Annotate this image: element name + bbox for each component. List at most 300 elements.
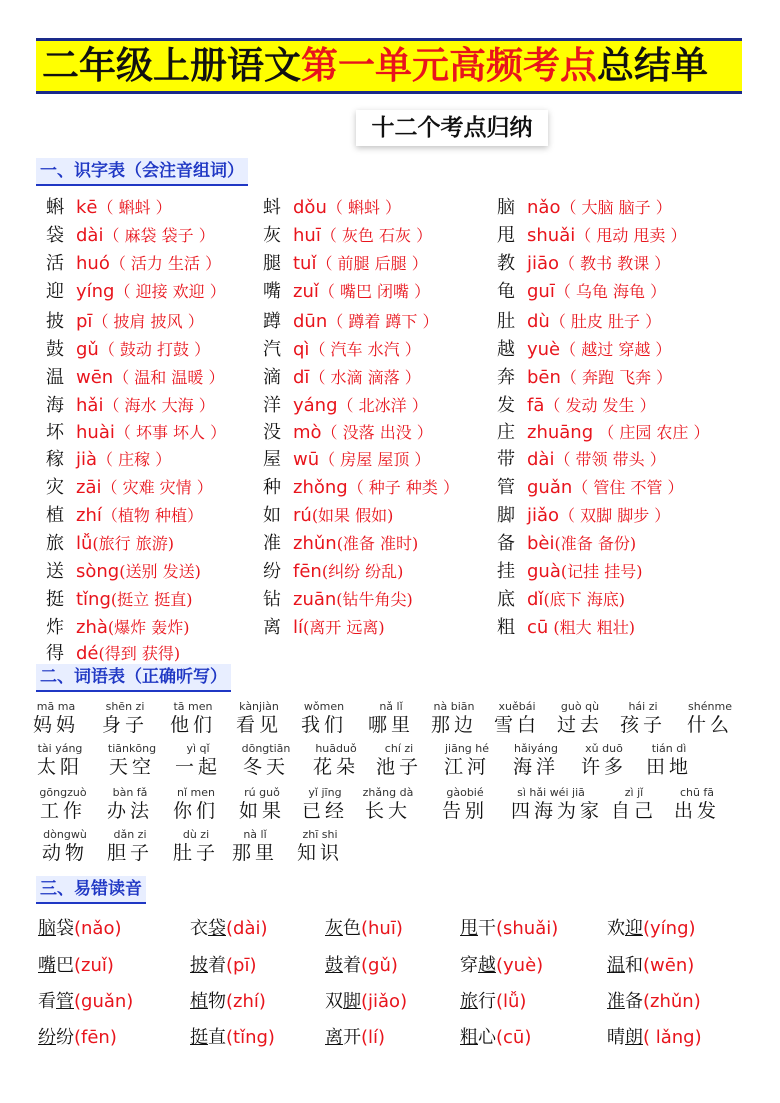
error-reading-item [190, 1026, 275, 1050]
char-entry [46, 421, 226, 445]
vocab-pinyin: jiāng hé [444, 742, 490, 755]
error-reading-item [460, 954, 543, 978]
char-entry [263, 616, 385, 640]
vocab-hanzi: 许多 [580, 756, 627, 778]
vocab-pinyin: dǎn zi [113, 828, 147, 841]
vocab-pinyin: zhī shi [302, 828, 338, 841]
vocab-pinyin: shēn zi [105, 700, 145, 713]
word-suffix: 和 [625, 955, 643, 976]
error-reading-item [38, 917, 122, 941]
hanzi-char: 挺 [46, 589, 64, 610]
reading-pinyin: (wēn) [643, 955, 695, 976]
error-reading-item [38, 1026, 117, 1050]
hanzi-char: 炸 [46, 617, 64, 638]
example-words: （ 温和 温暖 ） [113, 368, 225, 387]
vocab-word [425, 786, 505, 823]
example-words: （ 北冰洋 ） [337, 396, 428, 415]
hanzi-char: 底 [497, 589, 515, 610]
pinyin: huī [293, 225, 321, 246]
reading-pinyin: (pī) [226, 955, 257, 976]
vocab-pinyin: chí zi [384, 742, 414, 755]
vocab-hanzi: 雪白 [493, 714, 540, 736]
reading-pinyin: (zhí) [226, 991, 266, 1012]
vocab-hanzi: 知识 [296, 842, 343, 864]
vocab-pinyin: tiānkōng [107, 742, 157, 755]
example-words: （ 活力 生活 ） [109, 254, 222, 273]
vocab-pinyin: sì hǎi wéi jiā [517, 786, 585, 799]
vocab-pinyin: nà biān [433, 700, 475, 713]
char-entry [497, 280, 666, 304]
error-reading-item [190, 917, 268, 941]
error-reading-item [190, 954, 256, 978]
underlined-char: 植 [190, 991, 208, 1012]
pinyin: fā [527, 395, 545, 416]
char-entry [497, 532, 636, 556]
example-words: （ 蹲着 蹲下 ） [327, 312, 439, 331]
error-reading-item [38, 990, 133, 1014]
vocab-pinyin: mā ma [36, 700, 76, 713]
hanzi-char: 汽 [263, 339, 281, 360]
word-prefix: 看 [38, 991, 56, 1012]
example-words: （ 带领 带头 ） [554, 450, 666, 469]
vocab-pinyin: nà lǐ [243, 828, 267, 841]
underlined-char: 嘴 [38, 955, 56, 976]
char-entry [46, 252, 221, 276]
vocab-hanzi: 什么 [686, 714, 733, 736]
example-words: （ 甩动 甩卖 ） [575, 226, 687, 245]
underlined-char: 朗 [625, 1027, 643, 1048]
char-entry [497, 421, 710, 445]
char-entry [46, 394, 215, 418]
pinyin: dǒu [293, 197, 327, 218]
example-words: （ 房屋 屋顶 ） [319, 450, 431, 469]
example-words: (钻牛角尖) [336, 590, 413, 609]
hanzi-char: 披 [46, 311, 64, 332]
hanzi-char: 庄 [497, 422, 515, 443]
hanzi-char: 奔 [497, 367, 515, 388]
error-reading-item [325, 990, 407, 1014]
error-reading-item [190, 990, 266, 1014]
vocab-hanzi: 你们 [172, 800, 219, 822]
section-heading-char-table: 一、识字表（会注音组词） [36, 158, 248, 186]
error-reading-item [460, 917, 558, 941]
example-words: （ 坏事 坏人 ） [114, 423, 227, 442]
example-words: (准备 备份) [554, 534, 637, 553]
reading-pinyin: (huī) [361, 918, 403, 939]
vocab-hanzi: 告别 [441, 800, 488, 822]
word-suffix: 袋 [56, 918, 74, 939]
pinyin: yuè [527, 339, 561, 360]
hanzi-char: 纷 [263, 561, 281, 582]
example-words: （ 庄稼 ） [97, 450, 172, 469]
vocab-hanzi: 如果 [238, 800, 285, 822]
underlined-char: 管 [56, 991, 74, 1012]
pinyin: pī [76, 311, 93, 332]
pinyin: qì [293, 339, 310, 360]
vocab-word [348, 786, 428, 823]
pinyin: lí [293, 617, 304, 638]
vocab-hanzi: 冬天 [242, 756, 289, 778]
example-words: (送别 发送) [119, 562, 201, 581]
pinyin: dé [76, 643, 99, 664]
pinyin: jià [76, 449, 98, 470]
char-entry [497, 338, 671, 362]
word-suffix: 色 [343, 918, 361, 939]
word-prefix: 穿 [460, 955, 478, 976]
example-words: （ 管住 不管 ） [572, 478, 684, 497]
pinyin: zuǐ [293, 281, 319, 302]
pinyin: bēn [527, 367, 561, 388]
hanzi-char: 粗 [497, 617, 515, 638]
section-heading-vocab: 二、词语表（正确听写） [36, 664, 231, 692]
example-words: （ 蝌蚪 ） [326, 198, 402, 217]
vocab-word [16, 700, 96, 737]
reading-pinyin: ( lǎng) [643, 1027, 702, 1048]
pinyin: guà [527, 561, 561, 582]
word-suffix: 直 [208, 1027, 226, 1048]
example-words: （ 没落 出没 ） [321, 423, 433, 442]
example-words: （ 大脑 脑子 ） [560, 198, 672, 217]
vocab-hanzi: 自己 [610, 800, 657, 822]
word-suffix: 物 [208, 991, 226, 1012]
example-words: （ 种子 种类 ） [347, 478, 459, 497]
vocab-pinyin: gàobié [446, 786, 484, 799]
example-words: (准备 准时) [336, 534, 419, 553]
example-words: （ 双脚 脚步 ） [559, 506, 671, 525]
vocab-hanzi: 那里 [231, 842, 278, 864]
char-entry [263, 476, 459, 500]
pinyin: dù [527, 311, 550, 332]
underlined-char: 粗 [460, 1027, 478, 1048]
hanzi-char: 脚 [497, 505, 515, 526]
error-reading-item [460, 1026, 531, 1050]
example-words: (如果 假如) [311, 506, 394, 525]
example-words: (得到 获得) [98, 644, 181, 663]
vocab-hanzi: 花朵 [312, 756, 359, 778]
char-entry [263, 588, 413, 612]
hanzi-char: 海 [46, 395, 64, 416]
char-entry [263, 504, 393, 528]
word-suffix: 着 [343, 955, 361, 976]
pinyin: huài [76, 422, 115, 443]
vocab-pinyin: nǎ lǐ [379, 700, 403, 713]
example-words: （ 鼓动 打鼓 ） [98, 340, 211, 359]
reading-pinyin: (yuè) [496, 955, 544, 976]
char-entry [497, 504, 670, 528]
hanzi-char: 坏 [46, 422, 64, 443]
char-entry [497, 252, 670, 276]
hanzi-char: 鼓 [46, 339, 64, 360]
title-part3: 总结单 [597, 44, 708, 87]
vocab-hanzi: 池子 [375, 756, 422, 778]
word-prefix: 晴 [607, 1027, 625, 1048]
section-heading-error-readings: 三、易错读音 [36, 876, 146, 904]
char-entry [46, 588, 192, 612]
hanzi-char: 袋 [46, 225, 64, 246]
vocab-pinyin: zhǎng dà [362, 786, 414, 799]
error-reading-item [325, 1026, 385, 1050]
subtitle: 十二个考点归纳 [356, 110, 548, 146]
hanzi-char: 准 [263, 533, 281, 554]
word-suffix: 开 [343, 1027, 361, 1048]
example-words: （ 蝌蚪 ） [97, 198, 172, 217]
char-entry [497, 560, 642, 584]
pinyin: wēn [76, 367, 114, 388]
example-words: （植物 种植） [101, 506, 203, 525]
example-words: （ 披肩 披风 ） [92, 312, 204, 331]
title-banner [36, 38, 742, 94]
example-words: （ 发动 发生 ） [544, 396, 656, 415]
example-words: （ 嘴巴 闭嘴 ） [318, 282, 431, 301]
title-part2: 第一单元高频考点 [301, 44, 597, 87]
vocab-pinyin: guò qù [560, 700, 600, 713]
hanzi-char: 钻 [263, 589, 281, 610]
char-entry [46, 366, 224, 390]
vocab-pinyin: yǐ jīng [308, 786, 342, 799]
error-reading-item [38, 954, 114, 978]
vocab-pinyin: hǎiyáng [514, 742, 558, 755]
vocab-hanzi: 身子 [101, 714, 148, 736]
vocab-pinyin: dòngwù [43, 828, 87, 841]
hanzi-char: 甩 [497, 225, 515, 246]
error-reading-item [460, 990, 526, 1014]
vocab-hanzi: 看见 [235, 714, 282, 736]
char-entry [46, 338, 210, 362]
char-entry [46, 280, 226, 304]
error-reading-item [607, 1026, 702, 1050]
char-entry [263, 394, 428, 418]
error-reading-item [607, 954, 694, 978]
vocab-word [280, 828, 360, 865]
error-reading-item [325, 954, 398, 978]
vocab-hanzi: 天空 [108, 756, 155, 778]
error-reading-item [607, 917, 696, 941]
pinyin: zhǔn [293, 533, 337, 554]
underlined-char: 迎 [625, 918, 643, 939]
pinyin: guī [527, 281, 555, 302]
example-words: （ 灰色 石灰 ） [320, 226, 433, 245]
example-words: (旅行 旅游) [92, 534, 174, 553]
char-entry [263, 448, 430, 472]
hanzi-char: 温 [46, 367, 64, 388]
vocab-word [226, 742, 306, 779]
pinyin: yáng [293, 395, 338, 416]
vocab-hanzi: 一起 [174, 756, 221, 778]
reading-pinyin: (nǎo) [74, 918, 122, 939]
char-entry [497, 366, 672, 390]
vocab-pinyin: bàn fǎ [112, 786, 148, 799]
reading-pinyin: (tǐng) [226, 1027, 275, 1048]
reading-pinyin: (fēn) [74, 1027, 117, 1048]
vocab-word [427, 742, 507, 779]
underlined-char: 挺 [190, 1027, 208, 1048]
pinyin: zhuāng [527, 422, 594, 443]
pinyin: dūn [293, 311, 328, 332]
vocab-pinyin: tài yáng [37, 742, 83, 755]
pinyin: dǐ [527, 589, 544, 610]
title-part1: 二年级上册语文 [42, 44, 301, 87]
reading-pinyin: (dài) [226, 918, 268, 939]
underlined-char: 旅 [460, 991, 478, 1012]
vocab-hanzi: 我们 [300, 714, 347, 736]
hanzi-char: 离 [263, 617, 281, 638]
hanzi-char: 带 [497, 449, 515, 470]
hanzi-char: 活 [46, 253, 64, 274]
pinyin: nǎo [527, 197, 561, 218]
pinyin: cū [527, 617, 549, 638]
word-suffix: 干 [478, 918, 496, 939]
hanzi-char: 蚪 [263, 197, 281, 218]
hanzi-char: 迎 [46, 281, 64, 302]
char-entry [497, 196, 672, 220]
vocab-hanzi: 江河 [443, 756, 490, 778]
example-words: （ 越过 穿越 ） [560, 340, 672, 359]
example-words: （ 水滴 滴落 ） [309, 368, 421, 387]
hanzi-char: 发 [497, 395, 515, 416]
example-words: （ 麻袋 袋子 ） [103, 226, 215, 245]
hanzi-char: 腿 [263, 253, 281, 274]
pinyin: jiǎo [527, 505, 560, 526]
example-words: (纠纷 纷乱) [321, 562, 404, 581]
vocab-pinyin: shénme [688, 700, 732, 713]
word-suffix: 纷 [56, 1027, 74, 1048]
char-entry [263, 310, 439, 334]
char-entry [46, 310, 204, 334]
pinyin: guǎn [527, 477, 573, 498]
vocab-pinyin: tián dì [651, 742, 687, 755]
char-entry [497, 310, 661, 334]
example-words: （ 肚皮 肚子 ） [549, 312, 662, 331]
vocab-hanzi: 四海为家 [511, 800, 604, 822]
vocab-word [670, 700, 750, 737]
word-suffix: 巴 [56, 955, 74, 976]
hanzi-char: 洋 [263, 395, 281, 416]
word-suffix: 着 [208, 955, 226, 976]
hanzi-char: 得 [46, 643, 64, 664]
word-suffix: 备 [625, 991, 643, 1012]
vocab-hanzi: 过去 [556, 714, 603, 736]
vocab-hanzi: 孩子 [619, 714, 666, 736]
underlined-char: 披 [190, 955, 208, 976]
example-words: (粗大 粗壮) [548, 618, 635, 637]
pinyin: hǎi [76, 395, 104, 416]
char-entry [497, 224, 687, 248]
hanzi-char: 蝌 [46, 197, 64, 218]
pinyin: tǐng [76, 589, 111, 610]
example-words: （ 乌龟 海龟 ） [554, 282, 667, 301]
word-prefix: 欢 [607, 918, 625, 939]
reading-pinyin: (gǔ) [361, 955, 398, 976]
char-entry [46, 196, 172, 220]
example-words: (爆炸 轰炸) [107, 618, 190, 637]
pinyin: zhí [76, 505, 102, 526]
reading-pinyin: (cū) [496, 1027, 532, 1048]
hanzi-char: 蹲 [263, 311, 281, 332]
underlined-char: 甩 [460, 918, 478, 939]
pinyin: zhà [76, 617, 108, 638]
example-words: （ 教书 教课 ） [559, 254, 671, 273]
example-words: （ 庄园 农庄 ） [593, 423, 710, 442]
hanzi-char: 脑 [497, 197, 515, 218]
vocab-hanzi: 他们 [169, 714, 216, 736]
pinyin: tuǐ [293, 253, 317, 274]
hanzi-char: 教 [497, 253, 515, 274]
vocab-pinyin: xǔ duō [585, 742, 623, 755]
reading-pinyin: (jiǎo) [361, 991, 408, 1012]
pinyin: zāi [76, 477, 102, 498]
vocab-pinyin: tā men [173, 700, 213, 713]
char-entry [46, 560, 201, 584]
hanzi-char: 灾 [46, 477, 64, 498]
pinyin: mò [293, 422, 322, 443]
char-entry [263, 196, 401, 220]
underlined-char: 准 [607, 991, 625, 1012]
reading-pinyin: (zhǔn) [643, 991, 701, 1012]
vocab-pinyin: gōngzuò [39, 786, 87, 799]
pinyin: lǚ [76, 533, 93, 554]
reading-pinyin: (guǎn) [74, 991, 134, 1012]
word-suffix: 心 [478, 1027, 496, 1048]
vocab-hanzi: 办法 [106, 800, 153, 822]
vocab-hanzi: 动物 [41, 842, 88, 864]
pinyin: dài [527, 449, 555, 470]
char-entry [46, 616, 189, 640]
vocab-pinyin: xuěbái [498, 700, 536, 713]
hanzi-char: 备 [497, 533, 515, 554]
char-entry [497, 616, 635, 640]
vocab-hanzi: 已经 [301, 800, 348, 822]
vocab-pinyin: chū fā [679, 786, 715, 799]
vocab-pinyin: wǒmen [303, 700, 345, 713]
vocab-word [20, 742, 100, 779]
char-entry [46, 448, 171, 472]
example-words: （ 海水 大海 ） [103, 396, 215, 415]
vocab-pinyin: nǐ men [177, 786, 215, 799]
hanzi-char: 植 [46, 505, 64, 526]
hanzi-char: 龟 [497, 281, 515, 302]
example-words: (底下 海底) [543, 590, 626, 609]
pinyin: wū [293, 449, 320, 470]
vocab-hanzi: 长大 [364, 800, 411, 822]
vocab-hanzi: 海洋 [512, 756, 559, 778]
char-entry [263, 560, 403, 584]
char-entry [46, 532, 174, 556]
vocab-word [657, 786, 737, 823]
example-words: （ 灾难 灾情 ） [101, 478, 213, 497]
underlined-char: 袋 [208, 918, 226, 939]
vocab-word [511, 786, 604, 823]
pinyin: dī [293, 367, 310, 388]
char-entry [46, 224, 215, 248]
example-words: (离开 远离) [303, 618, 385, 637]
char-entry [263, 280, 430, 304]
error-reading-item [325, 917, 403, 941]
pinyin: yíng [76, 281, 115, 302]
vocab-hanzi: 工作 [39, 800, 86, 822]
vocab-pinyin: dù zi [182, 828, 210, 841]
underlined-char: 脑 [38, 918, 56, 939]
vocab-pinyin: huāduǒ [315, 742, 357, 755]
pinyin: zuān [293, 589, 337, 610]
underlined-char: 脚 [343, 991, 361, 1012]
underlined-char: 越 [478, 955, 496, 976]
pinyin: rú [293, 505, 312, 526]
char-entry [263, 252, 428, 276]
underlined-char: 纷 [38, 1027, 56, 1048]
hanzi-char: 没 [263, 422, 281, 443]
pinyin: huó [76, 253, 110, 274]
reading-pinyin: (lí) [361, 1027, 386, 1048]
